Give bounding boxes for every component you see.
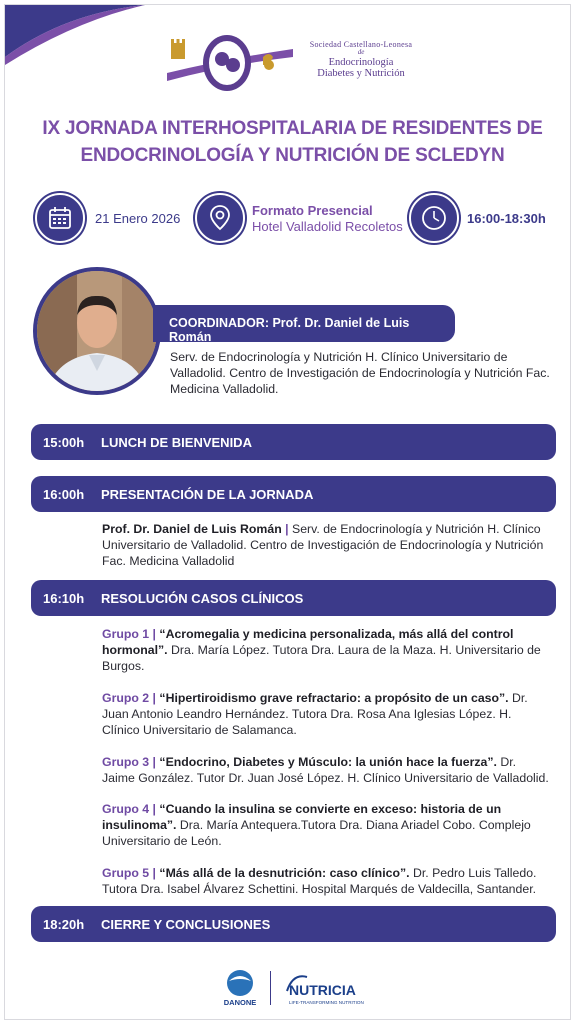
group-item-3 <box>102 754 552 786</box>
event-format: Formato Presencial <box>252 203 373 218</box>
coordinator-desc-line-2: Valladolid. Centro de Investigación de Endocrinología y Nutrición Fac. <box>170 366 550 380</box>
schedule-label: RESOLUCIÓN CASOS CLÍNICOS <box>101 591 304 606</box>
schedule-time: 16:10h <box>43 591 85 606</box>
coordinator-desc-line-3: Medicina Valladolid. <box>170 382 279 396</box>
location-pin-icon <box>195 193 245 243</box>
group-title: “Hipertiroidismo grave refractario: a propósito de un caso”. <box>156 691 509 705</box>
poster <box>4 4 571 1020</box>
nutricia-logo <box>283 969 373 1009</box>
society-logo <box>165 29 425 95</box>
event-info-row <box>5 191 571 247</box>
calendar-icon <box>35 193 85 243</box>
event-venue: Hotel Valladolid Recoletos <box>252 219 403 234</box>
society-emblem-icon <box>165 29 297 95</box>
event-date: 21 Enero 2026 <box>95 211 181 226</box>
footer-divider <box>270 971 271 1005</box>
schedule-time: 18:20h <box>43 917 85 932</box>
society-line-2: de <box>357 48 365 57</box>
group-item-1 <box>102 626 552 674</box>
separator: | <box>281 522 292 536</box>
group-label: Grupo 2 | <box>102 691 156 705</box>
society-name <box>297 41 425 79</box>
group-title: “Acromegalia y medicina personalizada, más allá del control hormonal”. <box>102 627 514 657</box>
clock-icon <box>409 193 459 243</box>
group-label: Grupo 3 | <box>102 755 156 769</box>
group-details: Dr. Pedro Luis Talledo. Tutora Dra. Isabel Álvarez Schettini. Hospital Marqués de Valdecilla, Santander. <box>102 866 537 896</box>
schedule-item-closing <box>31 906 556 942</box>
group-label: Grupo 1 | <box>102 627 156 641</box>
schedule-item-clinical-cases <box>31 580 556 616</box>
group-item-2 <box>102 690 552 738</box>
presentation-line-2: Universitario de Valladolid. Centro de Investigación de Endocrinología y Nutrición <box>102 538 544 552</box>
society-line-4: Diabetes y Nutrición <box>317 67 405 79</box>
schedule-item-presentation <box>31 476 556 512</box>
society-line-3: Endocrinología <box>328 56 394 68</box>
coordinator-photo <box>33 267 161 395</box>
presenter-name: Prof. Dr. Daniel de Luis Román <box>102 522 282 536</box>
coordinator-description <box>170 349 560 397</box>
group-label: Grupo 4 | <box>102 802 156 816</box>
event-title-line-2: ENDOCRINOLOGÍA Y NUTRICIÓN DE SCLEDYN <box>80 145 505 166</box>
group-item-5 <box>102 865 552 897</box>
nutricia-tagline: LIFE-TRANSFORMING NUTRITION <box>289 1000 364 1005</box>
schedule-label: CIERRE Y CONCLUSIONES <box>101 917 271 932</box>
group-details: Dra. María López. Tutora Dra. Laura de la Maza. H. Universitario de Burgos. <box>102 643 541 673</box>
group-title: “Cuando la insulina se convierte en exceso: historia de un insulinoma”. <box>102 802 502 832</box>
schedule-label: LUNCH DE BIENVENIDA <box>101 435 252 450</box>
danone-wordmark: DANONE <box>223 998 257 1007</box>
group-details: Dra. María Antequera.Tutora Dra. Diana Ariadel Cobo. Complejo Universitario de León. <box>102 818 531 848</box>
group-item-4 <box>102 801 552 849</box>
schedule-item-lunch <box>31 424 556 460</box>
group-details: Dr. Juan Antonio Leandro Hernández. Tutora Dra. Rosa Ana Iglesias López. H. Clínico Universitario de Salamanca. <box>102 691 528 737</box>
group-title: “Más allá de la desnutrición: caso clínico”. <box>156 866 410 880</box>
presentation-line-1 <box>102 521 552 537</box>
schedule-time: 16:00h <box>43 487 85 502</box>
schedule-time: 15:00h <box>43 435 85 450</box>
nutricia-wordmark: NUTRICIA <box>289 982 356 998</box>
coordinator-desc-line-1: Serv. de Endocrinología y Nutrición H. Clínico Universitario de <box>170 350 508 364</box>
event-title-line-1: IX JORNADA INTERHOSPITALARIA DE RESIDENTES DE <box>42 118 543 139</box>
presentation-line-3: Fac. Medicina Valladolid <box>102 554 235 568</box>
presentation-text-1: Serv. de Endocrinología y Nutrición H. Clínico <box>292 522 541 536</box>
presentation-description <box>102 521 552 569</box>
society-line-1: Sociedad Castellano-Leonesa <box>309 40 413 49</box>
group-details: Dr. Jaime González. Tutor Dr. Juan José López. H. Clínico Universitario de Valladolid. <box>102 755 549 785</box>
event-title <box>25 115 560 169</box>
schedule-label: PRESENTACIÓN DE LA JORNADA <box>101 487 314 502</box>
danone-logo <box>217 967 263 1009</box>
corner-swoosh-decoration <box>5 5 145 65</box>
group-title: “Endocrino, Diabetes y Músculo: la unión hace la fuerza”. <box>156 755 497 769</box>
event-time: 16:00-18:30h <box>467 211 546 226</box>
group-label: Grupo 5 | <box>102 866 156 880</box>
coordinator-banner: COORDINADOR: Prof. Dr. Daniel de Luis Román <box>153 305 455 342</box>
